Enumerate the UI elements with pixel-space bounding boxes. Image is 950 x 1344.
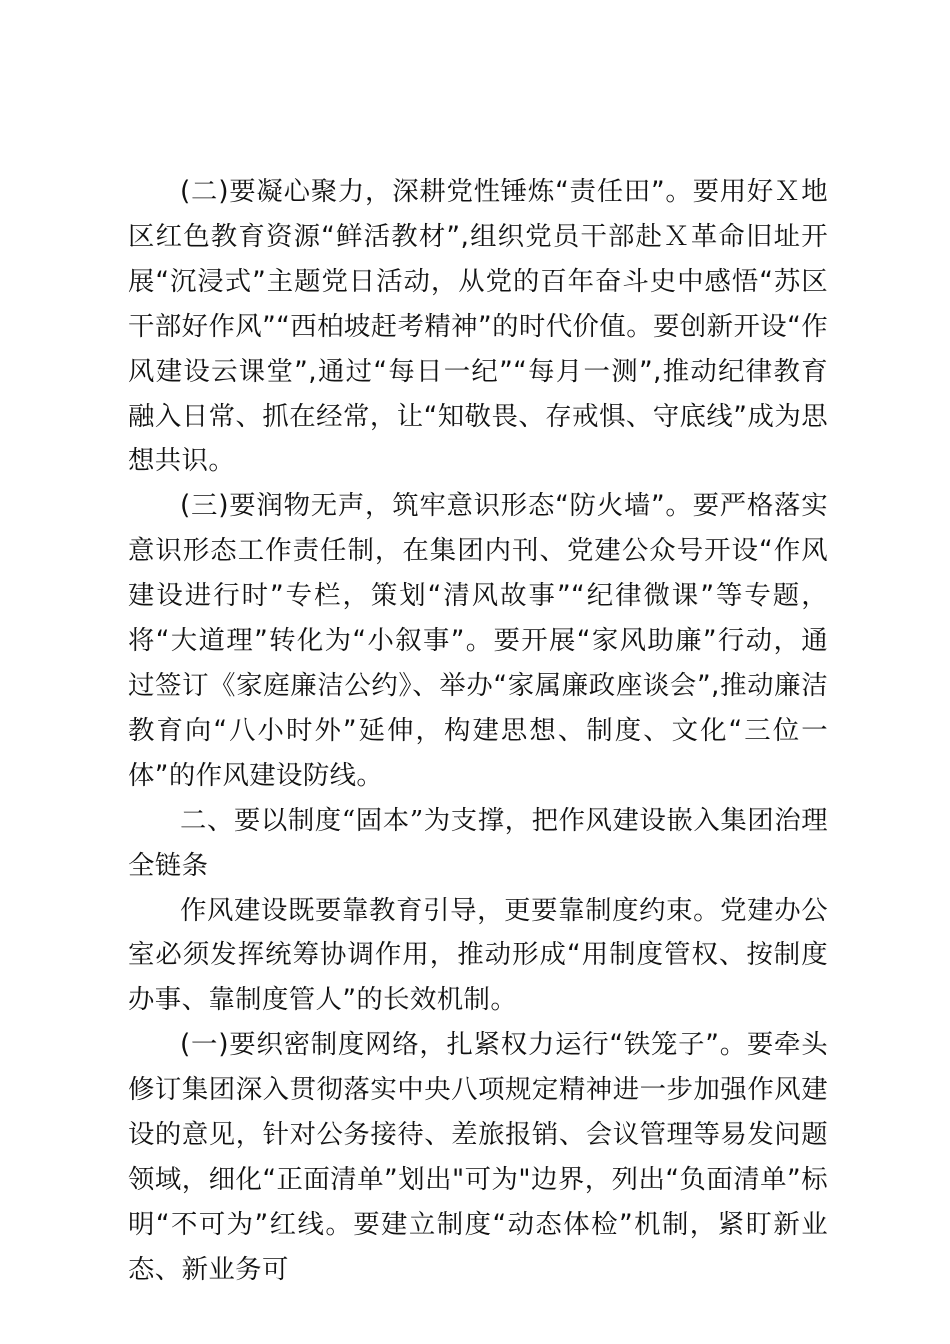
paragraph-section-2: (二)要凝心聚力，深耕党性锤炼“责任田”。要用好Ｘ地区红色教育资源“鲜活教材”,组织党员干部赴Ｘ革命旧址开展“沉浸式”主题党日活动，从党的百年奋斗史中感悟“苏区干部好作风”“西柏坡赶考精神”的时代价值。要创新开设“作风建设云课堂”,通过“每日一纪”“每月一测”,推动纪律教育融入日常、抓在经常，让“知敬畏、存戒惧、守底线”成为思想共识。 — [128, 176, 828, 477]
heading-part-two: 二、要以制度“固本”为支撑，把作风建设嵌入集团治理全链条 — [128, 804, 828, 881]
paragraph-section-3: (三)要润物无声，筑牢意识形态“防火墙”。要严格落实意识形态工作责任制，在集团内刊、党建公众号开设“作风建设进行时”专栏，策划“清风故事”“纪律微课”等专题，将“大道理”转化为“小叙事”。要开展“家风助廉”行动，通过签订《家庭廉洁公约》、举办“家属廉政座谈会”,推动廉洁教育向“八小时外”延伸，构建思想、制度、文化“三位一体”的作风建设防线。 — [128, 490, 828, 791]
paragraph-intro: 作风建设既要靠教育引导，更要靠制度约束。党建办公室必须发挥统筹协调作用，推动形成“用制度管权、按制度办事、靠制度管人”的长效机制。 — [128, 894, 828, 1016]
paragraph-section-1: (一)要织密制度网络，扎紧权力运行“铁笼子”。要牵头修订集团深入贯彻落实中央八项规定精神进一步加强作风建设的意见，针对公务接待、差旅报销、会议管理等易发问题领域，细化“正面清单”划出"可为"边界，列出“负面清单”标明“不可为”红线。要建立制度“动态体检”机制，紧盯新业态、新业务可 — [128, 1029, 828, 1285]
document-body — [128, 170, 828, 1293]
